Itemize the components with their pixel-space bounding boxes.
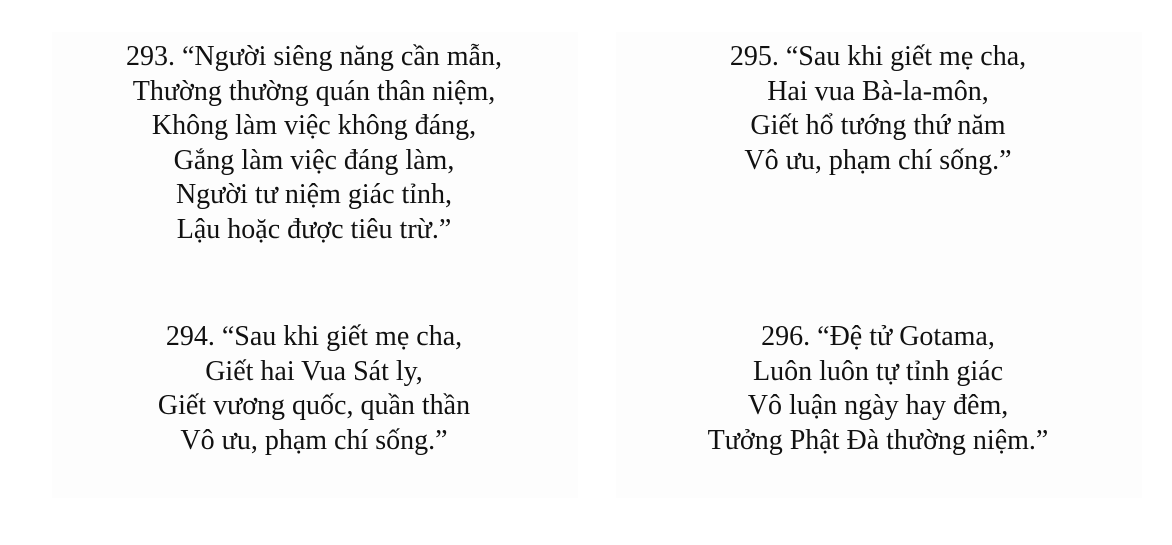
- verse-294: [58, 320, 570, 458]
- verse-293: [58, 40, 570, 248]
- verse-295: [622, 40, 1134, 178]
- verse-line: Gắng làm việc đáng làm,: [173, 144, 455, 176]
- verse-line: Tưởng Phật Đà thường niệm.”: [707, 424, 1049, 456]
- verse-line: Hai vua Bà-la-môn,: [767, 75, 989, 107]
- verse-296: [622, 320, 1134, 458]
- verse-line: Giết hai Vua Sát ly,: [205, 355, 423, 387]
- verse-line: Thường thường quán thân niệm,: [132, 75, 496, 107]
- verse-line: Giết vương quốc, quần thần: [157, 390, 471, 422]
- verse-line: 295. “Sau khi giết mẹ cha,: [729, 41, 1027, 72]
- verse-line: Không làm việc không đáng,: [151, 110, 477, 142]
- verse-line: 293. “Người siêng năng cần mẫn,: [125, 41, 502, 72]
- verse-line: Luôn luôn tự tỉnh giác: [752, 355, 1004, 387]
- verse-line: Vô luận ngày hay đêm,: [747, 390, 1009, 422]
- verse-line: Giết hổ tướng thứ năm: [750, 110, 1006, 142]
- verse-line: Vô ưu, phạm chí sống.”: [180, 424, 448, 456]
- verse-line: Vô ưu, phạm chí sống.”: [744, 144, 1012, 176]
- verse-line: 294. “Sau khi giết mẹ cha,: [165, 321, 463, 352]
- verse-line: Người tư niệm giác tỉnh,: [175, 179, 453, 211]
- verse-line: Lậu hoặc được tiêu trừ.”: [176, 213, 452, 245]
- verse-line: 296. “Đệ tử Gotama,: [761, 321, 995, 352]
